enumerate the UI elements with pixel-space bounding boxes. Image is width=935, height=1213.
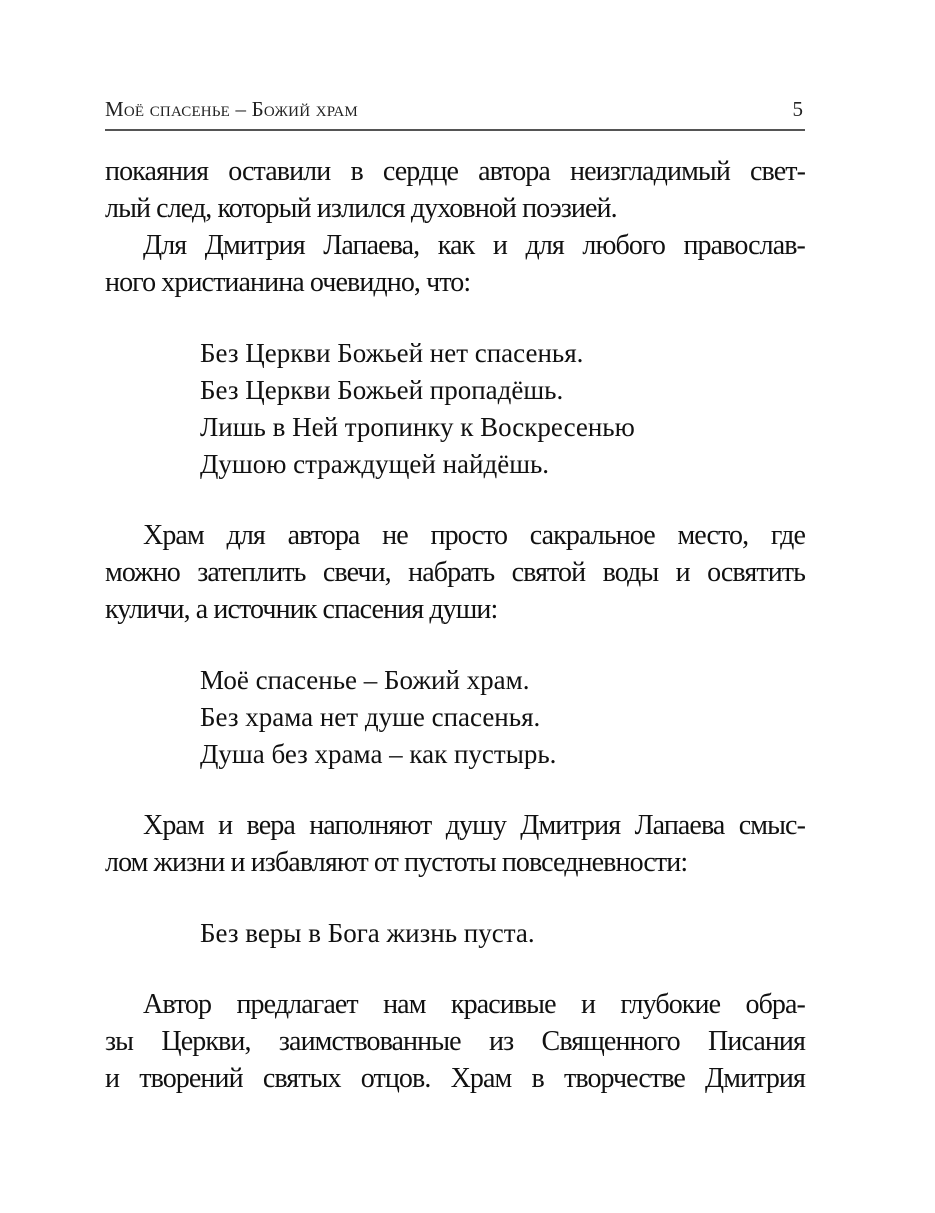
text-line: Автор предлагает нам красивые и глубокие обра- (143, 989, 805, 1020)
verse-line: Без веры в Бога жизнь пуста. (200, 918, 535, 948)
text-line: куличи, а источник спасения души: (105, 594, 498, 625)
paragraph (105, 807, 805, 881)
text-line: можно затеплить свечи, набрать святой воды и освятить (105, 557, 805, 588)
verse-line: Лишь в Ней тропинку к Воскресенью (200, 412, 635, 442)
text-line: ного христианина очевидно, что: (105, 267, 471, 298)
verse-line: Без храма нет душе спасенья. (200, 702, 541, 732)
book-page (105, 0, 805, 1213)
verse-line: Душа без храма – как пустырь. (200, 739, 557, 769)
verse-line: Моё спасенье – Божий храм. (200, 665, 530, 695)
paragraph (105, 517, 805, 628)
verse-quote (105, 335, 805, 483)
text-line: Храм для автора не просто сакральное место, где (143, 520, 805, 551)
text-line: Для Дмитрия Лапаева, как и для любого православ- (143, 230, 805, 261)
text-line: лый след, который излился духовной поэзией. (105, 193, 617, 224)
verse-line: Без Церкви Божьей пропадёшь. (200, 375, 564, 405)
spacer (105, 628, 805, 662)
body-text (105, 153, 805, 1097)
paragraph (105, 227, 805, 301)
verse-line: Душою страждущей найдёшь. (200, 449, 550, 479)
verse-quote (105, 915, 805, 952)
text-line: зы Церкви, заимствованные из Священного Писания (105, 1026, 805, 1057)
text-line: лом жизни и избавляют от пустоты повседневности: (105, 847, 688, 878)
running-header (105, 95, 805, 131)
running-title: Моё спасенье – Божий храм (105, 97, 358, 121)
spacer (105, 301, 805, 335)
page-number: 5 (792, 97, 803, 121)
paragraph (105, 986, 805, 1097)
spacer (105, 483, 805, 517)
spacer (105, 773, 805, 807)
paragraph-continuation (105, 153, 805, 227)
verse-quote (105, 662, 805, 773)
text-line: Храм и вера наполняют душу Дмитрия Лапаева смыс- (143, 810, 805, 841)
spacer (105, 881, 805, 915)
spacer (105, 952, 805, 986)
text-line: и творений святых отцов. Храм в творчестве Дмитрия (105, 1063, 805, 1094)
verse-line: Без Церкви Божьей нет спасенья. (200, 338, 584, 368)
text-line: покаяния оставили в сердце автора неизгладимый свет- (105, 156, 805, 187)
